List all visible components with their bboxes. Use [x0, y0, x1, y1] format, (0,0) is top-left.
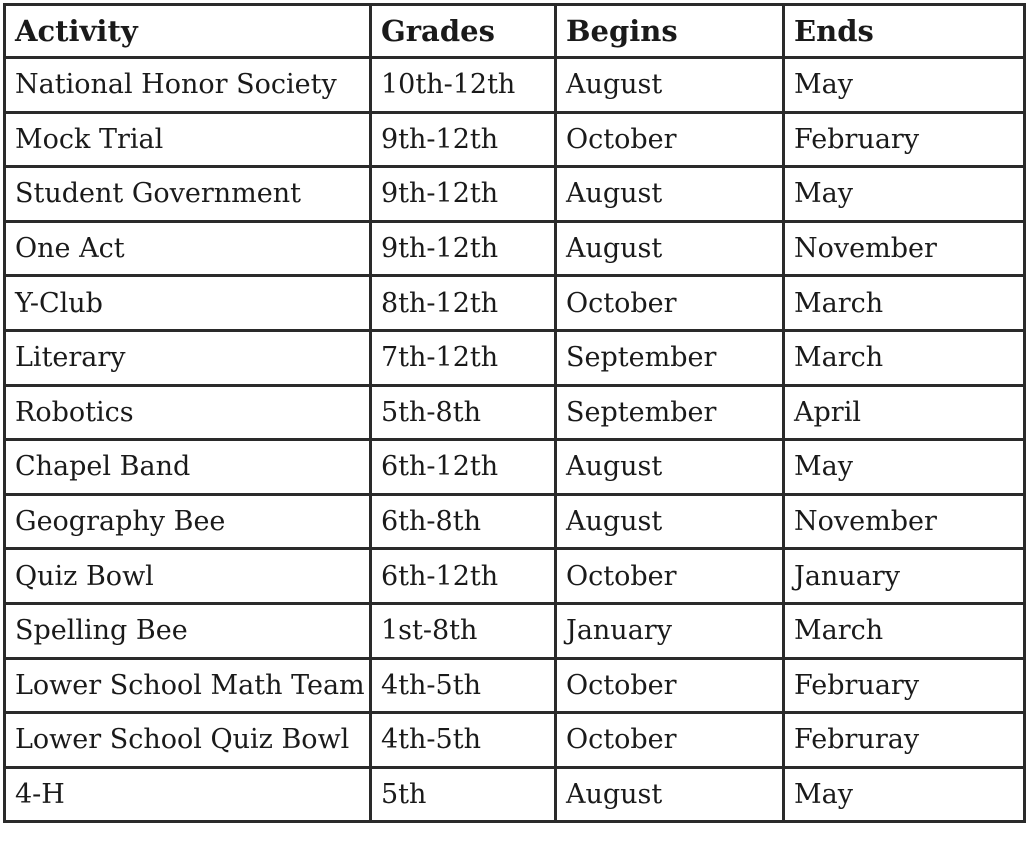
cell-grades: 4th-5th: [371, 713, 556, 768]
cell-begins: September: [556, 385, 784, 440]
table-row: [5, 221, 1025, 276]
header-begins: Begins: [556, 5, 784, 58]
table-row: [5, 494, 1025, 549]
table-row: [5, 603, 1025, 658]
table-row: [5, 658, 1025, 713]
cell-begins: August: [556, 767, 784, 822]
table-row: [5, 58, 1025, 113]
cell-grades: 5th-8th: [371, 385, 556, 440]
cell-ends: May: [784, 58, 1025, 113]
cell-begins: October: [556, 112, 784, 167]
cell-ends: March: [784, 276, 1025, 331]
table-row: [5, 440, 1025, 495]
cell-grades: 6th-8th: [371, 494, 556, 549]
cell-ends: March: [784, 603, 1025, 658]
cell-grades: 4th-5th: [371, 658, 556, 713]
cell-ends: Februray: [784, 713, 1025, 768]
cell-begins: October: [556, 549, 784, 604]
cell-begins: October: [556, 713, 784, 768]
table-body: [5, 58, 1025, 822]
cell-ends: May: [784, 767, 1025, 822]
cell-begins: January: [556, 603, 784, 658]
cell-grades: 6th-12th: [371, 549, 556, 604]
cell-activity: Mock Trial: [5, 112, 371, 167]
table-row: [5, 330, 1025, 385]
table-row: [5, 112, 1025, 167]
table-row: [5, 549, 1025, 604]
cell-grades: 1st-8th: [371, 603, 556, 658]
cell-begins: September: [556, 330, 784, 385]
cell-grades: 9th-12th: [371, 112, 556, 167]
cell-ends: April: [784, 385, 1025, 440]
cell-begins: October: [556, 276, 784, 331]
header-row: [5, 5, 1025, 58]
cell-ends: November: [784, 494, 1025, 549]
cell-begins: October: [556, 658, 784, 713]
cell-activity: Lower School Math Team: [5, 658, 371, 713]
cell-ends: March: [784, 330, 1025, 385]
header-grades: Grades: [371, 5, 556, 58]
cell-begins: August: [556, 440, 784, 495]
cell-grades: 6th-12th: [371, 440, 556, 495]
cell-activity: One Act: [5, 221, 371, 276]
cell-begins: August: [556, 221, 784, 276]
cell-grades: 8th-12th: [371, 276, 556, 331]
cell-activity: Y-Club: [5, 276, 371, 331]
cell-ends: January: [784, 549, 1025, 604]
cell-ends: February: [784, 112, 1025, 167]
table-row: [5, 276, 1025, 331]
cell-begins: August: [556, 494, 784, 549]
cell-grades: 9th-12th: [371, 167, 556, 222]
cell-ends: November: [784, 221, 1025, 276]
cell-grades: 7th-12th: [371, 330, 556, 385]
cell-activity: 4-H: [5, 767, 371, 822]
cell-ends: May: [784, 440, 1025, 495]
cell-activity: Chapel Band: [5, 440, 371, 495]
cell-activity: Literary: [5, 330, 371, 385]
cell-grades: 10th-12th: [371, 58, 556, 113]
header-ends: Ends: [784, 5, 1025, 58]
cell-begins: August: [556, 58, 784, 113]
cell-begins: August: [556, 167, 784, 222]
cell-grades: 9th-12th: [371, 221, 556, 276]
cell-activity: Quiz Bowl: [5, 549, 371, 604]
table-row: [5, 713, 1025, 768]
table-header: [5, 5, 1025, 58]
cell-activity: Spelling Bee: [5, 603, 371, 658]
table-row: [5, 767, 1025, 822]
table-row: [5, 385, 1025, 440]
cell-ends: February: [784, 658, 1025, 713]
cell-activity: National Honor Society: [5, 58, 371, 113]
cell-ends: May: [784, 167, 1025, 222]
cell-activity: Geography Bee: [5, 494, 371, 549]
cell-activity: Lower School Quiz Bowl: [5, 713, 371, 768]
cell-grades: 5th: [371, 767, 556, 822]
cell-activity: Robotics: [5, 385, 371, 440]
cell-activity: Student Government: [5, 167, 371, 222]
header-activity: Activity: [5, 5, 371, 58]
table-row: [5, 167, 1025, 222]
activities-table: [3, 3, 1026, 823]
